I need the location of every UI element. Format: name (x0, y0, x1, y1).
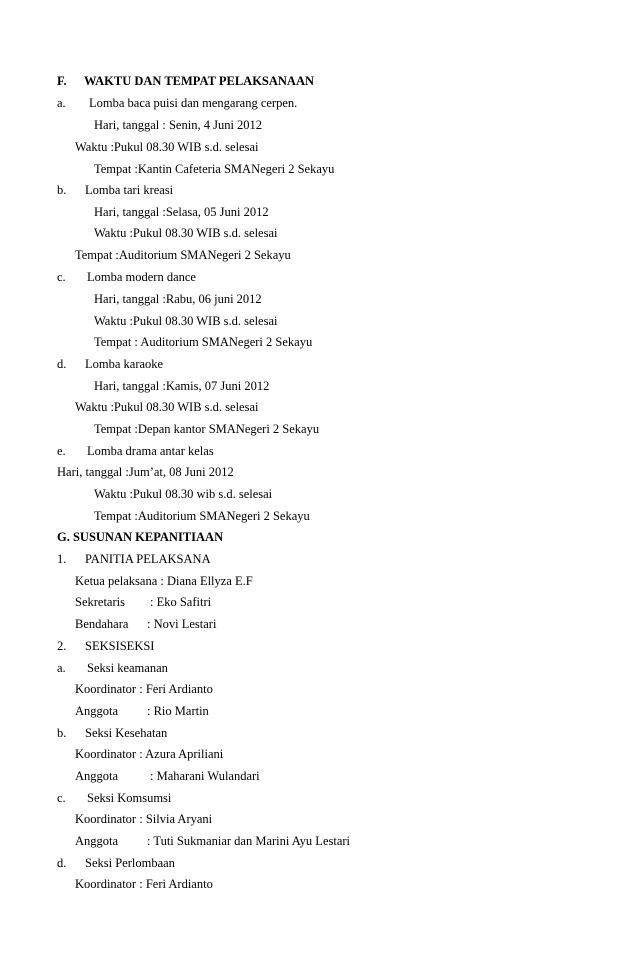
item-label: b. (57, 726, 67, 740)
item-label: b. (57, 183, 67, 197)
section-g-title: G. SUSUNAN KEPANITIAAN (57, 530, 224, 544)
seksi-name: Seksi Perlombaan (85, 856, 175, 870)
item-label: 1. (57, 552, 67, 566)
item-label: a. (57, 661, 66, 675)
event-name: Lomba baca puisi dan mengarang cerpen. (89, 96, 298, 110)
item-label: a. (57, 96, 66, 110)
item-label: d. (57, 856, 67, 870)
event-name: Lomba tari kreasi (85, 183, 174, 197)
seksi-name: Seksi Komsumsi (87, 791, 172, 805)
item-label: e. (57, 444, 66, 458)
subsection-name: SEKSISEKSI (85, 639, 155, 653)
subsection-name: PANITIA PELAKSANA (85, 552, 211, 566)
item-label: d. (57, 357, 67, 371)
event-name: Lomba modern dance (87, 270, 196, 284)
item-label: 2. (57, 639, 67, 653)
section-f-label: F. (57, 74, 67, 88)
item-label: c. (57, 270, 66, 284)
seksi-name: Seksi Kesehatan (85, 726, 168, 740)
event-name: Lomba karaoke (85, 357, 164, 371)
event-name: Lomba drama antar kelas (87, 444, 214, 458)
document-page: F. WAKTU DAN TEMPAT PELAKSANAAN a. Lomba baca puisi dan mengarang cerpen. Hari, tanggal : Senin, 4 Juni 2012 Waktu :Pukul 08.30 WIB s.d. selesai Tempat :Kantin Cafeteria SMANegeri 2 Sekayu b. Lomba tari kreasi Hari, tanggal :Selasa, 05 Juni 2012 Waktu :Pukul 08.30 WIB s.d. selesai Tempat :Auditorium SMANegeri 2 Sekayu c. Lomba modern dance Hari, tanggal :Rabu, 06 juni 2012 Waktu :Pukul 08.30 WIB s.d. selesai Tempat : Auditorium SMANegeri 2 Sekayu d. Lomba karaoke Hari, tanggal :Kamis, 07 Juni 2012 Waktu :Pukul 08.30 WIB s.d. selesai Tempat :Depan kantor SMANegeri 2 Sekayu e. Lomba drama antar kelas Hari, tanggal :Jum’at, 08 Juni 2012 Waktu :Pukul 08.30 wib s.d. selesai Tempat :Auditorium SMANegeri 2 Sekayu G. SUSUNAN KEPANITIAAN 1. PANITIA PELAKSANA Ketua pelaksana : Diana Ellyza E.F Sekretaris : Eko Safitri Bendahara : Novi Lestari 2. SEKSISEKSI a. Seksi keamanan Koordinator : Feri Ardianto Anggota : Rio Martin b. Seksi Kesehatan Koordinator : Azura Apriliani Anggota : Maharani Wulandari c. Seksi Komsumsi Koordinator : Silvia Aryani Anggota : Tuti Sukmaniar dan Marini Ayu Lestari d. Seksi Perlombaan Koordinator : Feri Ardianto (57, 74, 351, 891)
item-label: c. (57, 791, 66, 805)
seksi-name: Seksi keamanan (87, 661, 168, 675)
section-f-title: WAKTU DAN TEMPAT PELAKSANAAN (84, 74, 314, 88)
